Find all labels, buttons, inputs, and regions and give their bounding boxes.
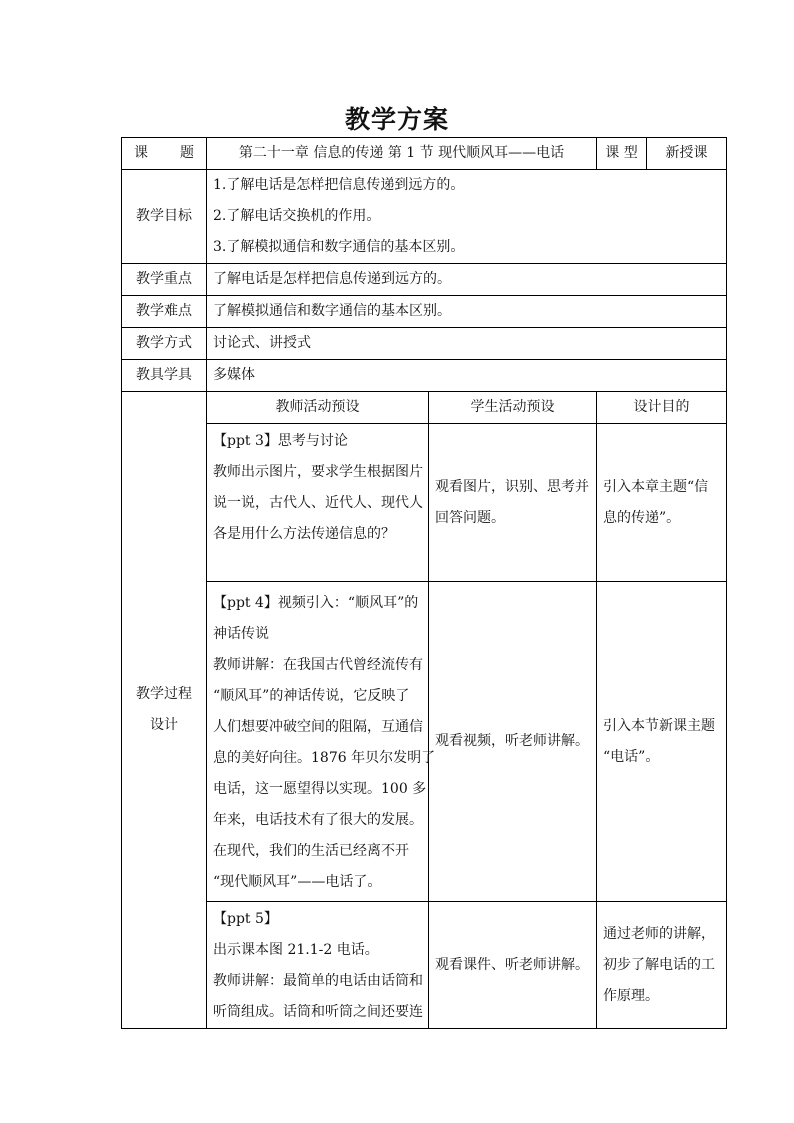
objectives-row — [122, 170, 727, 264]
teacher-activity — [207, 582, 436, 902]
type-label: 课 型 — [597, 138, 647, 170]
topic-value: 第二十一章 信息的传递 第 1 节 现代顺风耳——电话 — [207, 138, 597, 170]
text-line: 在现代，我们的生活已经离不开 — [213, 842, 409, 859]
objective-item: 1.了解电话是怎样把信息传递到远方的。 — [213, 177, 465, 193]
process-row — [122, 582, 727, 902]
objective-item: 2.了解电话交换机的作用。 — [213, 208, 381, 224]
design-purpose — [597, 902, 727, 1029]
teacher-activity — [207, 424, 429, 582]
key-points-label: 教学重点 — [122, 264, 207, 296]
text-line: 【ppt 5】 — [213, 911, 278, 927]
design-purpose — [597, 424, 727, 582]
text-line: 息的美好向往。1876 年贝尔发明了 — [213, 749, 436, 766]
text-line: 年来，电话技术有了很大的发展。 — [213, 811, 423, 828]
method-row — [122, 328, 727, 360]
purpose-column-header: 设计目的 — [597, 392, 727, 424]
difficulties-value: 了解模拟通信和数字通信的基本区别。 — [207, 296, 727, 328]
text-line: “现代顺风耳”——电话了。 — [213, 873, 382, 890]
text-line: 引入本章主题“信 — [603, 478, 709, 495]
student-activity — [429, 424, 597, 582]
process-row — [122, 424, 727, 582]
tools-label: 教具学具 — [122, 360, 207, 392]
process-header-row — [122, 392, 727, 424]
text-line: 听筒组成。话筒和听筒之间还要连 — [213, 1004, 423, 1020]
text-line: 教师出示图片，要求学生根据图片 — [213, 464, 423, 480]
text-line: 观看课件、听老师讲解。 — [435, 956, 589, 973]
text-line: 人们想要冲破空间的阻隔，互通信 — [213, 718, 423, 735]
text-line: 教师讲解：最简单的电话由话筒和 — [213, 973, 423, 989]
teacher-column-header: 教师活动预设 — [207, 392, 429, 424]
key-points-value: 了解电话是怎样把信息传递到远方的。 — [207, 264, 727, 296]
text-line: 通过老师的讲解， — [603, 925, 716, 942]
text-line: 电话，这一愿望得以实现。100 多 — [213, 780, 427, 797]
text-line: 【ppt 3】思考与讨论 — [213, 433, 348, 449]
process-label — [122, 392, 207, 1029]
text-line: 出示课本图 21.1-2 电话。 — [213, 942, 379, 958]
tools-row — [122, 360, 727, 392]
tools-value: 多媒体 — [207, 360, 727, 392]
lesson-plan-table — [121, 137, 727, 1029]
blank-line — [213, 550, 422, 581]
text-line: 回答问题。 — [435, 509, 505, 526]
difficulties-label: 教学难点 — [122, 296, 207, 328]
objectives-label: 教学目标 — [122, 170, 207, 264]
topic-label: 课 题 — [122, 138, 207, 170]
text-line: 各是用什么方法传递信息的？ — [213, 526, 395, 542]
text-line: 作原理。 — [603, 987, 660, 1004]
text-line: 观看图片，识别、思考并 — [435, 478, 589, 495]
text-line: 教师讲解：在我国古代曾经流传有 — [213, 656, 423, 673]
teacher-activity — [207, 902, 429, 1029]
document-title: 教学方案 — [344, 105, 449, 134]
key-points-row — [122, 264, 727, 296]
text-line: 说一说，古代人、近代人、现代人 — [213, 495, 423, 511]
text-line: “顺风耳”的神话传说，它反映了 — [213, 687, 410, 704]
process-label-line: 设计 — [150, 717, 178, 733]
objectives-list — [207, 170, 727, 264]
text-line: 神话传说 — [213, 625, 269, 642]
text-line: 引入本节新课主题 — [603, 717, 716, 734]
design-purpose — [597, 582, 727, 902]
method-label: 教学方式 — [122, 328, 207, 360]
text-line: “电话”。 — [603, 748, 660, 765]
type-value: 新授课 — [647, 138, 727, 170]
text-line: 息的传递”。 — [603, 509, 681, 526]
text-line: 观看视频，听老师讲解。 — [435, 733, 589, 749]
student-activity — [429, 902, 597, 1029]
objective-item: 3.了解模拟通信和数字通信的基本区别。 — [213, 239, 465, 255]
text-line: 初步了解电话的工 — [603, 956, 716, 973]
process-row — [122, 902, 727, 1029]
difficulties-row — [122, 296, 727, 328]
process-label-line: 教学过程 — [136, 686, 192, 702]
topic-row — [122, 138, 727, 170]
text-line: 【ppt 4】视频引入：“顺风耳”的 — [213, 594, 419, 611]
method-value: 讨论式、讲授式 — [207, 328, 727, 360]
student-column-header: 学生活动预设 — [429, 392, 597, 424]
student-activity — [429, 582, 597, 902]
